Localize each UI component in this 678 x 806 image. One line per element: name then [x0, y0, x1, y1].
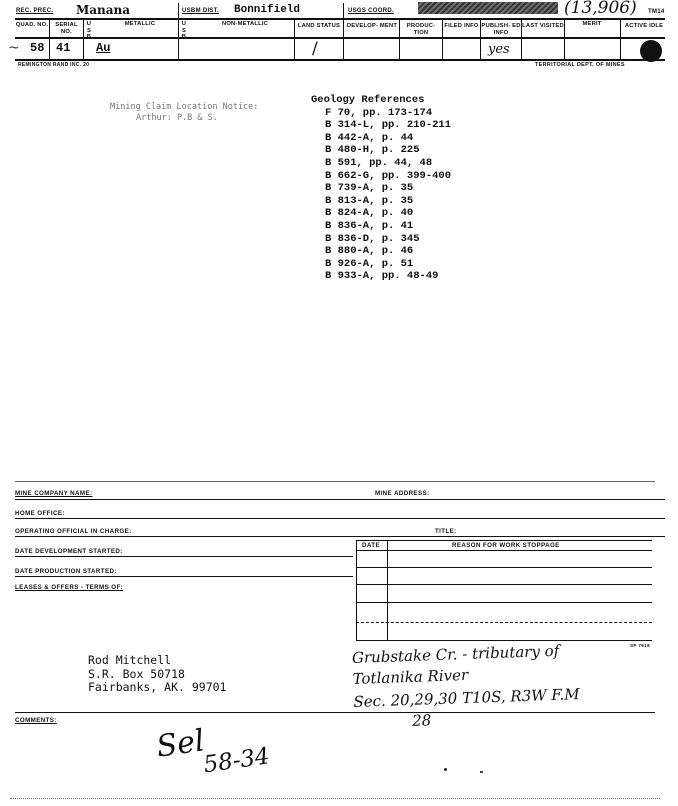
reference-item: B 739-A, p. 35 — [325, 182, 414, 195]
reference-item: B 880-A, p. 46 — [325, 245, 414, 258]
land-status-value: / — [312, 39, 318, 59]
active-marker — [640, 40, 662, 62]
faint-note-line2: Arthur: P.B & S. — [136, 113, 218, 123]
merit-header: MERIT — [582, 21, 602, 27]
title-label: TITLE: — [435, 528, 457, 535]
geology-references — [311, 94, 451, 283]
location-line4: 28 — [411, 711, 432, 730]
reference-item: F 70, pp. 173-174 — [325, 106, 433, 119]
production-header: PRODUC- TION — [406, 23, 436, 36]
mine-address-label: MINE ADDRESS: — [375, 490, 430, 497]
location-line1: Grubstake Cr. - tributary of — [351, 641, 560, 667]
comment-line2: 58-34 — [201, 743, 272, 779]
reference-item: B 933-A, pp. 48-49 — [325, 270, 439, 283]
rule — [15, 18, 665, 20]
rule — [15, 59, 665, 61]
serial-no-value: 41 — [56, 41, 71, 55]
usb-header: U S B — [86, 21, 92, 40]
date-column-label: DATE — [362, 542, 380, 549]
rec-prec-value: Manana — [76, 3, 131, 17]
handwritten-location — [352, 640, 581, 734]
faint-note — [110, 102, 258, 124]
operating-official-label: OPERATING OFFICIAL IN CHARGE: — [15, 528, 132, 535]
non-metallic-header: NON-METALLIC — [221, 21, 269, 27]
quad-no-value: 58 — [30, 41, 45, 55]
filed-info-header: FILED INFO — [444, 23, 479, 29]
location-line2: Totlanika River — [352, 665, 469, 688]
scan-dot — [480, 771, 483, 773]
scan-dot — [444, 768, 447, 771]
rule — [15, 37, 665, 39]
address-line1: Rod Mitchell — [88, 653, 172, 667]
usgs-coord-label: USGS COORD. — [348, 8, 394, 14]
usb2-header: U S B — [181, 21, 187, 40]
rec-prec-label: REC. PREC. — [16, 8, 54, 14]
reference-item: B 480-H, p. 225 — [325, 144, 420, 157]
metallic-header: METALLIC — [124, 21, 156, 27]
reference-item: B 314-L, pp. 210-211 — [325, 119, 452, 132]
comment-line1: Sel — [154, 723, 207, 765]
reference-item: B 813-A, p. 35 — [325, 194, 414, 207]
quad-no-header: QUAD. NO. — [15, 22, 49, 28]
reference-item: B 926-A, p. 51 — [325, 257, 414, 270]
usgs-coord-value: (13,906) — [564, 0, 637, 18]
reason-column-label: REASON FOR WORK STOPPAGE — [452, 542, 560, 549]
usbm-dist-label: USBM DIST. — [182, 8, 220, 14]
date-development-started-label: DATE DEVELOPMENT STARTED: — [15, 548, 123, 555]
address-line3: Fairbanks, AK. 99701 — [88, 680, 227, 694]
development-header: DEVELOP- MENT — [346, 23, 398, 29]
home-office-label: HOME OFFICE: — [15, 510, 65, 517]
leases-offers-label: LEASES & OFFERS - TERMS OF: — [15, 584, 124, 591]
bottom-edge — [10, 798, 660, 799]
location-line3: Sec. 20,29,30 T10S, R3W F.M — [353, 685, 580, 711]
mine-company-name-label: MINE COMPANY NAME: — [15, 490, 93, 497]
active-idle-header: ACTIVE IDLE — [624, 23, 664, 29]
reference-item: B 836-A, p. 41 — [325, 219, 414, 232]
references-list — [311, 107, 451, 283]
land-status-header: LAND STATUS — [297, 23, 341, 29]
reference-item: B 662-G, pp. 399-400 — [325, 169, 452, 182]
printer-label: REMINGTON RAND INC. 20 — [18, 62, 90, 68]
form-suffix: TM14 — [648, 9, 665, 15]
faint-note-line1: Mining Claim Location Notice: — [110, 102, 259, 112]
address-line2: S.R. Box 50718 — [88, 666, 185, 681]
address-block — [88, 654, 226, 695]
references-title: Geology References — [311, 94, 425, 106]
comments-label: COMMENTS: — [15, 717, 57, 724]
usbm-dist-value: Bonnifield — [234, 4, 301, 16]
published-info-value: yes — [488, 42, 510, 57]
reference-item: B 442-A, p. 44 — [325, 131, 414, 144]
territorial-dept-label: TERRITORIAL DEPT. OF MINES — [535, 62, 625, 68]
form-number: SP 7918 — [630, 643, 650, 648]
published-info-header: PUBLISH- ED INFO — [481, 23, 521, 36]
reference-item: B 836-D, p. 345 — [325, 232, 420, 245]
metallic-value: Au — [96, 41, 111, 55]
reference-item: B 824-A, p. 40 — [325, 207, 414, 220]
redacted-coord — [418, 2, 558, 14]
handwritten-comment — [155, 721, 271, 784]
serial-no-header: SERIAL NO. — [55, 22, 78, 35]
date-production-started-label: DATE PRODUCTION STARTED: — [15, 568, 117, 575]
reference-item: B 591, pp. 44, 48 — [325, 156, 433, 169]
last-visited-header: LAST VISITED — [522, 23, 564, 29]
